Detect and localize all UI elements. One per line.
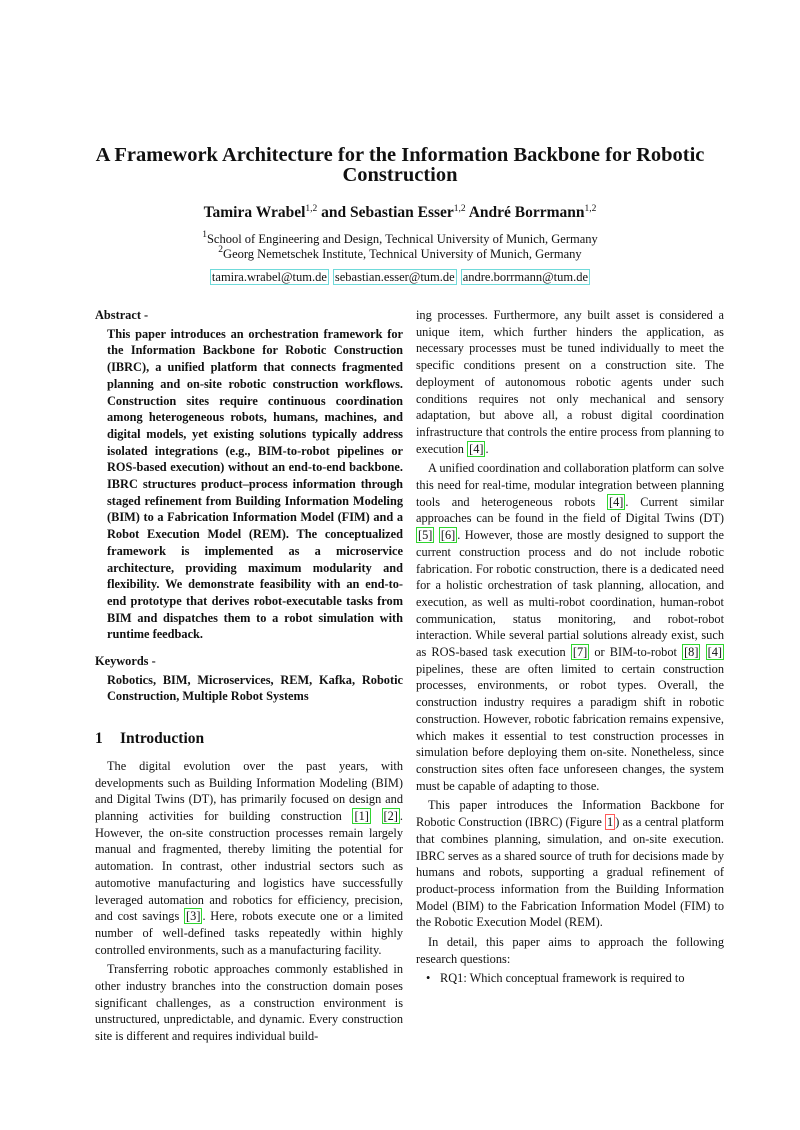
- author-list: [60, 203, 740, 223]
- email-link[interactable]: andre.borrmann@tum.de: [462, 270, 589, 284]
- body-text: . However, those are mostly designed to support the current construction process and do not include robotic fabrication. For robotic construction, there is a dedicated need for a holistic orchestration of task planning, allocation, and execution, as well as multi-robot coordination, human-robot communication, status monitoring, and robot-robot interaction. While several partial solutions already exist, such as ROS-based task execution: [416, 528, 724, 660]
- citation-link[interactable]: [2]: [383, 808, 398, 823]
- citation-link[interactable]: [6]: [440, 528, 456, 543]
- affiliation-text: School of Engineering and Design, Technical University of Munich, Germany: [206, 232, 598, 246]
- author-affiliation-mark: 1,2: [453, 204, 466, 214]
- citation-link[interactable]: [1]: [354, 808, 369, 823]
- email-link[interactable]: tamira.wrabel@tum.de: [211, 270, 327, 284]
- body-text: A unified coordination and collaboration platform can solve this need for real-time, modular integration between planning tools and heterogeneous robots: [416, 461, 724, 509]
- left-body-text: [95, 758, 403, 1045]
- author-affiliation-mark: 1,2: [305, 204, 318, 214]
- citation-link[interactable]: [7]: [572, 645, 588, 660]
- affiliation-line: [60, 232, 740, 247]
- abstract-heading: Abstract -: [95, 308, 149, 322]
- section-title: Introduction: [120, 730, 205, 748]
- affiliation-mark: 1: [202, 230, 207, 240]
- body-text: In detail, this paper aims to approach the following research questions:: [416, 935, 724, 966]
- right-body-text: [416, 307, 724, 967]
- email-link[interactable]: sebastian.esser@tum.de: [334, 270, 455, 284]
- keywords-text: Robotics, BIM, Microservices, REM, Kafka, Robotic Construction, Multiple Robot Systems: [107, 672, 403, 704]
- citation-link[interactable]: [4]: [707, 645, 722, 660]
- body-text: or BIM-to-robot: [589, 645, 683, 660]
- author-name: Tamira Wrabel: [203, 204, 306, 221]
- list-item-text: RQ1: Which conceptual framework is required to: [440, 971, 685, 986]
- paragraph: [95, 758, 403, 958]
- paragraph: [416, 934, 724, 967]
- body-text: [700, 645, 705, 659]
- affiliation-mark: 2: [218, 245, 224, 255]
- paragraph: [95, 961, 403, 1045]
- affiliation-text: Georg Nemetschek Institute, Technical University of Munich, Germany: [223, 247, 582, 261]
- abstract-text: This paper introduces an orchestration framework for the Information Backbone for Robotic Construction (IBRC), a unified platform that connects fragmented planning and on-site robotic construction workflows. Construction sites require continuous coordination among heterogeneous robots, humans, machines, and digital models, yet existing solutions typically address isolated integrations (e.g., BIM-to-robot pipelines or ROS-based execution) without an end-to-end backbone. IBRC structures product–process information through staged refinement from Building Information Modeling (BIM) to a Fabrication Information Model (FIM) and a Robot Execution Model (REM). The conceptualized framework is implemented as a microservice architecture, providing maximum modularity and flexibility. We demonstrate feasibility with an end-to-end prototype that derives robot-executable tasks from BIM and dispatches them to a robot simulation with runtime feedback.: [107, 326, 403, 642]
- author-name: André Borrmann: [468, 204, 585, 221]
- bullet-marker: •: [426, 971, 431, 986]
- list-item: [416, 970, 724, 987]
- citation-link[interactable]: [8]: [684, 645, 699, 660]
- author-separator: and: [317, 204, 350, 221]
- paper-title: A Framework Architecture for the Information Backbone for Robotic Construction: [95, 144, 705, 186]
- paragraph: [416, 307, 724, 457]
- body-text: ) as a central platform that combines planning, simulation, and on-site execution. IBRC serves as a shared source of truth for decisions made by humans and robots, supporting a gradual refinement of product-process information from the Building Information Model (BIM) to the Fabrication Information Model (FIM) to the Robotic Execution Model (REM).: [416, 815, 724, 930]
- right-column: [416, 307, 724, 987]
- body-text: pipelines, these are often limited to certain construction processes, environments, or robot types. Overall, the construction industry requires a paradigm shift in robotic construction. However, robotic fabrication remains expensive, which makes it essential to test construction processes in simulation before deploying them on-site. Nonetheless, since construction sites often face unforeseen changes, the system must be capable of adapting to those.: [416, 661, 724, 793]
- keywords-heading: Keywords -: [95, 654, 156, 669]
- body-text: . Here, robots execute one or a limited number of well-defined tasks repeatedly within highly controlled environments, such as a manufacturing facility.: [95, 909, 404, 957]
- email-list: [60, 269, 740, 285]
- paragraph: [416, 797, 724, 931]
- citation-link[interactable]: [3]: [186, 909, 201, 924]
- figure-ref-link[interactable]: 1: [607, 815, 614, 830]
- affiliation-line: [60, 247, 740, 262]
- body-text: [371, 809, 382, 823]
- body-text: Transferring robotic approaches commonly established in other industry branches into the construction domain poses significant challenges, as a construction environment is unstructured, unpredictable, and dynamic. Every construction site is different and requires individual build-: [95, 962, 403, 1044]
- citation-link[interactable]: [4]: [609, 494, 624, 509]
- body-text: This paper introduces the Information Backbone for Robotic Construction (IBRC) (Figure: [416, 798, 724, 830]
- author-name: Sebastian Esser: [350, 204, 454, 221]
- left-column: [95, 307, 403, 1045]
- body-text: . Current similar approaches can be found in the field of Digital Twins (DT): [416, 494, 724, 526]
- author-affiliation-mark: 1,2: [584, 204, 597, 214]
- paragraph: [416, 460, 724, 794]
- section-heading-introduction: [95, 731, 403, 748]
- body-text: .: [485, 441, 489, 456]
- affiliations: [60, 232, 740, 262]
- citation-link[interactable]: [5]: [418, 528, 433, 543]
- research-question-list: [416, 970, 724, 987]
- section-number: 1: [95, 730, 103, 748]
- body-text: . However, the on-site construction processes remain largely manual and fragmented, thereby limiting the potential for automation. In contrast, other industrial sectors such as automotive manufacturing and logistics have successfully leveraged automation and robotics for efficiency, precision, and cost savings: [95, 808, 404, 924]
- citation-link[interactable]: [4]: [469, 441, 484, 456]
- body-text: ing processes. Furthermore, any built asset is considered a unique item, which further hinders the application, as necessary processes must be tuned individually to meet the specific conditions present on a construction site. The deployment of autonomous robotic agents under such conditions requires not only mechanical and sensory adaptation, but above all, a robust digital coordination infrastructure that controls the entire process from planning to execution: [416, 308, 724, 456]
- body-text: The digital evolution over the past years, with developments such as Building Information Modeling (BIM) and Digital Twins (DT), has primarily focused on design and planning activities for building construction: [95, 758, 403, 823]
